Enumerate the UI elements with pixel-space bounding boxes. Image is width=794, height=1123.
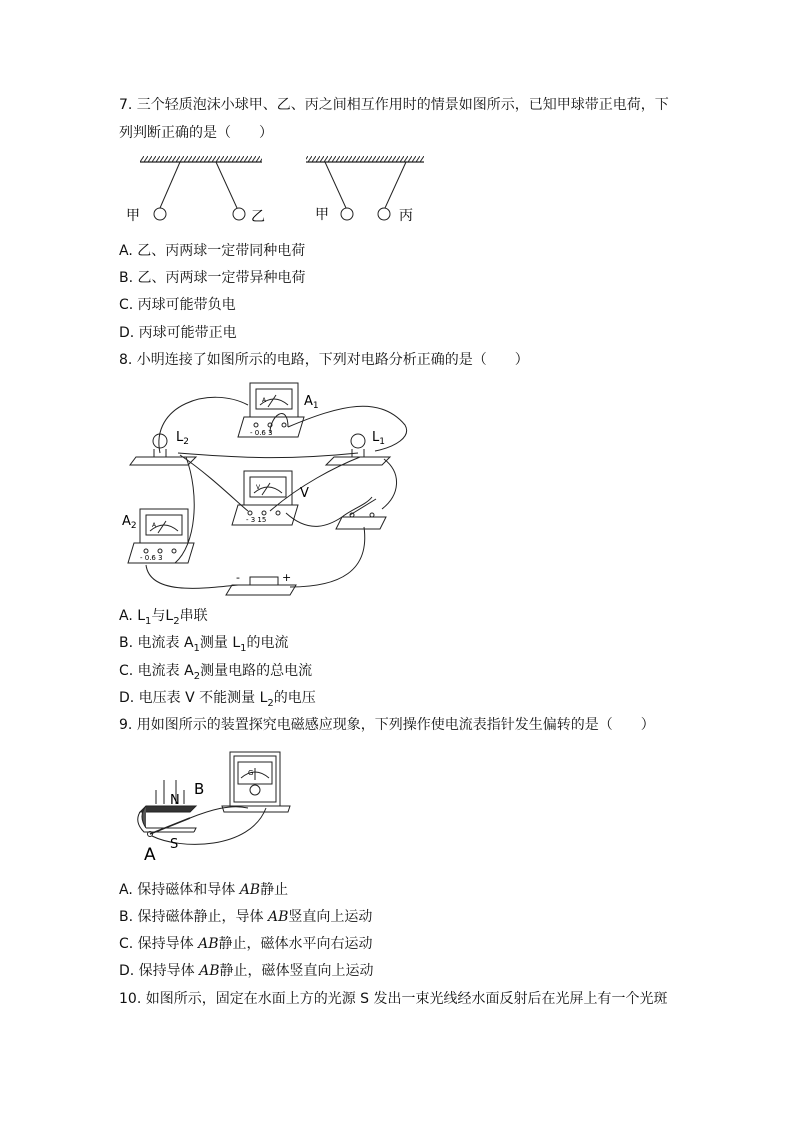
- q10-stem: 10. 如图所示，固定在水面上方的光源 S 发出一束光线经水面反射后在光屏上有一个光斑: [119, 991, 668, 1007]
- q8-a2-scale: - 0.6 3: [140, 554, 163, 562]
- q8-battery-plus: +: [282, 571, 292, 584]
- q7-option-d: D. 丙球可能带正电: [119, 325, 237, 341]
- q8-circuit-figure: [120, 375, 420, 607]
- q8-label-l1: $L_1$: [372, 430, 385, 447]
- q9-option-a: A. 保持磁体和导体 AB静止: [119, 882, 289, 898]
- q8-label-v: V: [300, 486, 309, 501]
- q8-option-c: C. 电流表 $A_2$测量电路的总电流: [119, 663, 313, 682]
- q7-stem-line1: 7. 三个轻质泡沫小球甲、乙、丙之间相互作用时的情景如图所示，已知甲球带正电荷，下: [119, 97, 669, 113]
- q7-option-b: B. 乙、丙两球一定带异种电荷: [119, 270, 306, 286]
- q9-label-a: A: [144, 845, 156, 865]
- q8-option-a: A. $L_1$与$L_2$串联: [119, 608, 208, 627]
- q7-option-a: A. 乙、丙两球一定带同种电荷: [119, 243, 306, 259]
- q8-label-l2: $L_2$: [176, 430, 189, 447]
- q9-option-b: B. 保持磁体静止，导体 AB竖直向上运动: [119, 909, 373, 925]
- q8-option-b: B. 电流表 $A_1$测量 $L_1$的电流: [119, 635, 289, 654]
- q7-label-jia-left: 甲: [126, 208, 140, 224]
- q9-label-s: S: [170, 837, 179, 852]
- q7-label-bing: 丙: [399, 208, 413, 224]
- q8-battery-minus: -: [236, 571, 240, 584]
- q8-a1-meter-letter: A: [262, 397, 267, 404]
- q7-stem-line2: 列判断正确的是（ ）: [119, 125, 273, 141]
- q9-label-b: B: [194, 780, 205, 798]
- q9-option-c: C. 保持导体 AB静止，磁体水平向右运动: [119, 936, 373, 952]
- q8-stem: 8. 小明连接了如图所示的电路，下列对电路分析正确的是（ ）: [119, 352, 529, 368]
- q7-label-yi: 乙: [251, 209, 265, 225]
- q9-label-n: N: [170, 793, 180, 808]
- q9-induction-figure: [130, 750, 300, 865]
- q8-v-meter-letter: V: [256, 484, 261, 491]
- q9-galvanometer-letter: G: [248, 769, 254, 777]
- q8-v-scale: - 3 15: [246, 516, 267, 524]
- q7-option-c: C. 丙球可能带负电: [119, 297, 236, 313]
- q8-label-a2: $A_2$: [122, 514, 137, 531]
- q8-option-d: D. 电压表 V 不能测量 $L_2$的电压: [119, 690, 316, 709]
- q7-label-jia-right: 甲: [315, 207, 329, 223]
- q9-option-d: D. 保持导体 AB静止，磁体竖直向上运动: [119, 963, 374, 979]
- q8-a1-scale: - 0.6 3: [250, 429, 273, 437]
- q9-stem: 9. 用如图所示的装置探究电磁感应现象，下列操作使电流表指针发生偏转的是（ ）: [119, 717, 655, 733]
- q8-label-a1: $A_1$: [304, 394, 319, 411]
- q7-figure: [120, 150, 440, 230]
- q8-a2-meter-letter: A: [152, 522, 157, 529]
